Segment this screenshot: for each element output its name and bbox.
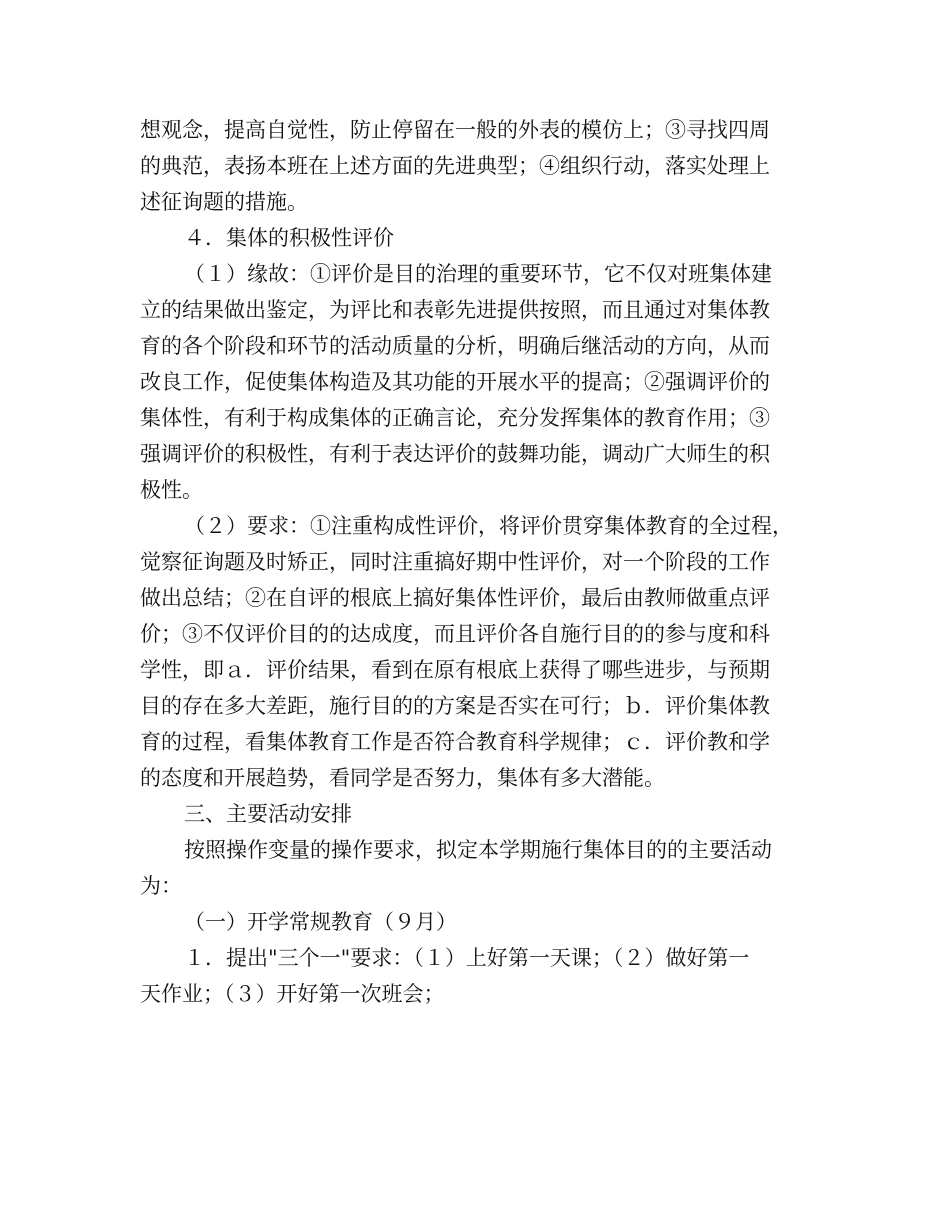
paragraph-line: 按照操作变量的操作要求，拟定本学期施行集体目的的主要活动 (184, 838, 772, 862)
paragraph-line: 育的过程，看集体教育工作是否符合教育科学规律；ｃ．评价教和学 (140, 730, 770, 754)
paragraph-line: 的态度和开展趋势，看同学是否努力，集体有多大潜能。 (140, 766, 665, 790)
paragraph-line: 育的各个阶段和环节的活动质量的分析，明确后继活动的方向，从而 (140, 334, 770, 358)
paragraph-line: 做出总结；②在自评的根底上搞好集体性评价，最后由教师做重点评 (140, 586, 770, 610)
paragraph-line: １．提出"三个一"要求：（１）上好第一天课；（２）做好第一 (184, 946, 750, 970)
paragraph-line: 想观念，提高自觉性，防止停留在一般的外表的模仿上；③寻找四周 (140, 118, 770, 142)
paragraph-line: 改良工作，促使集体构造及其功能的开展水平的提高；②强调评价的 (140, 370, 770, 394)
paragraph-line: 极性。 (140, 478, 203, 502)
paragraph-line: 价；③不仅评价目的的达成度，而且评价各自施行目的的参与度和科 (140, 622, 770, 646)
paragraph-line: 学性，即ａ．评价结果，看到在原有根底上获得了哪些进步，与预期 (140, 658, 770, 682)
paragraph-line: 集体性，有利于构成集体的正确言论，充分发挥集体的教育作用；③ (140, 406, 770, 430)
paragraph-line: 目的存在多大差距，施行目的的方案是否实在可行；ｂ．评价集体教 (140, 694, 770, 718)
paragraph-line: 强调评价的积极性，有利于表达评价的鼓舞功能，调动广大师生的积 (140, 442, 770, 466)
paragraph-line: 立的结果做出鉴定，为评比和表彰先进提供按照，而且通过对集体教 (140, 298, 770, 322)
paragraph-line: 天作业；（３）开好第一次班会； (140, 982, 445, 1006)
paragraph-line: 述征询题的措施。 (140, 190, 308, 214)
section-heading: ４．集体的积极性评价 (184, 226, 394, 250)
paragraph-line: 的典范，表扬本班在上述方面的先进典型；④组织行动，落实处理上 (140, 154, 770, 178)
paragraph-line: 觉察征询题及时矫正，同时注重搞好期中性评价，对一个阶段的工作 (140, 550, 770, 574)
paragraph-line: 为： (140, 874, 182, 898)
paragraph-line: （２）要求：①注重构成性评价，将评价贯穿集体教育的全过程， (184, 514, 793, 538)
paragraph-line: （１）缘故：①评价是目的治理的重要环节，它不仅对班集体建 (184, 262, 772, 286)
section-heading: （一）开学常规教育（９月） (184, 910, 457, 934)
section-heading: 三、主要活动安排 (184, 802, 352, 826)
